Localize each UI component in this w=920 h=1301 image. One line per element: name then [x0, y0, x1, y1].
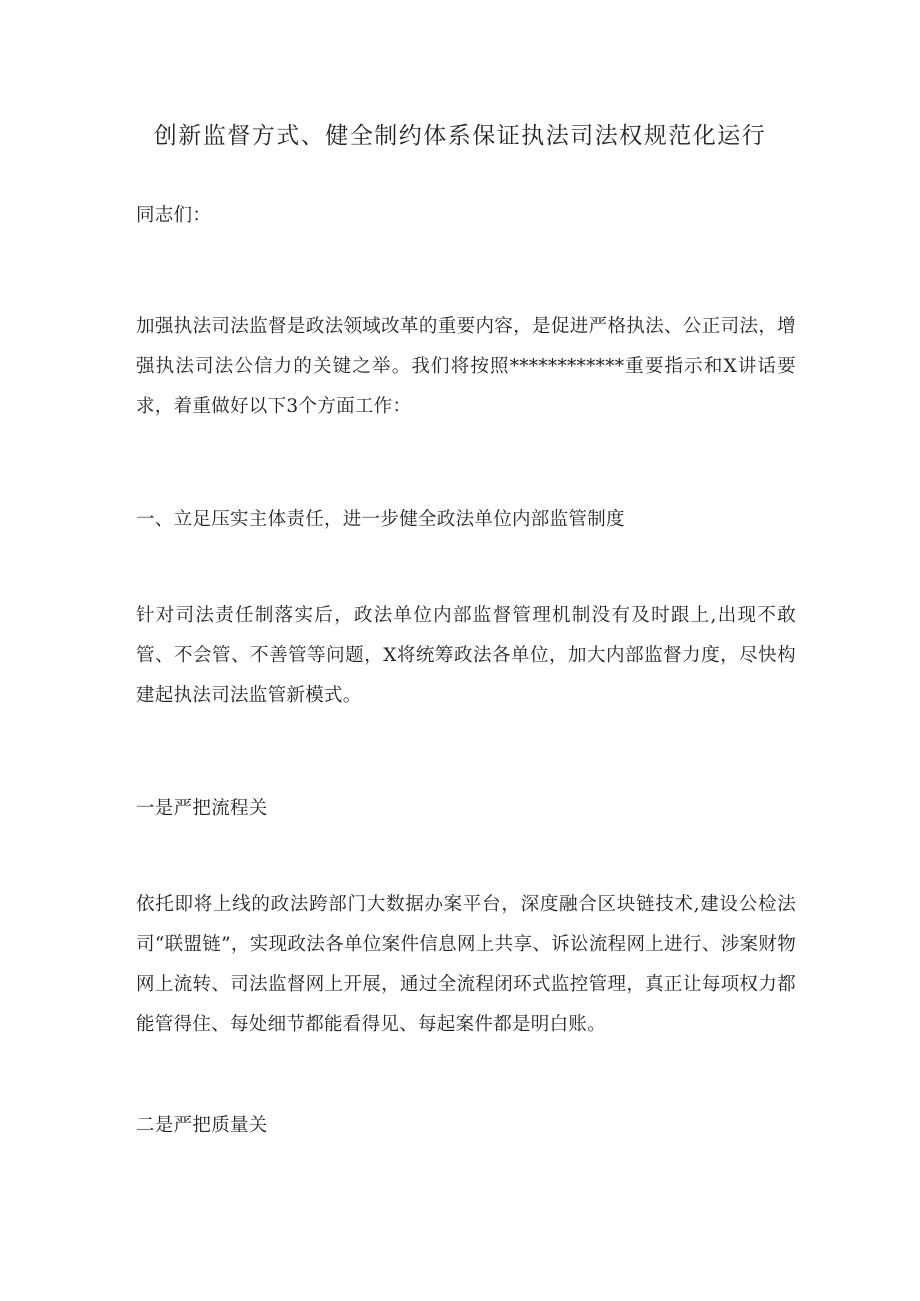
paragraph-section-1: 针对司法责任制落实后，政法单位内部监督管理机制没有及时跟上,出现不敢管、不会管、不善管等问题，X将统筹政法各单位，加大内部监督力度，尽快构建起执法司法监管新模式。 — [136, 605, 796, 706]
subheading-process: 一是严把流程关 — [136, 798, 268, 819]
subheading-quality: 二是严把质量关 — [136, 1115, 268, 1136]
paragraph-intro: 加强执法司法监督是政法领域改革的重要内容，是促进严格执法、公正司法，增强执法司法公信力的关键之举。我们将按照************重要指示和X讲话要求，着重做好以下3个方面工作： — [136, 316, 796, 417]
document-title: 创新监督方式、健全制约体系保证执法司法权规范化运行 — [153, 123, 767, 149]
salutation: 同志们： — [136, 205, 212, 226]
section-heading-1: 一、立足压实主体责任，进一步健全政法单位内部监管制度 — [136, 509, 625, 530]
paragraph-process: 依托即将上线的政法跨部门大数据办案平台，深度融合区块链技术,建设公检法司“联盟链”，实现政法各单位案件信息网上共享、诉讼流程网上进行、涉案财物网上流转、司法监督网上开展，通过全流程闭环式监控管理，真正让每项权力都能管得住、每处细节都能看得见、每起案件都是明白账。 — [136, 894, 796, 1035]
